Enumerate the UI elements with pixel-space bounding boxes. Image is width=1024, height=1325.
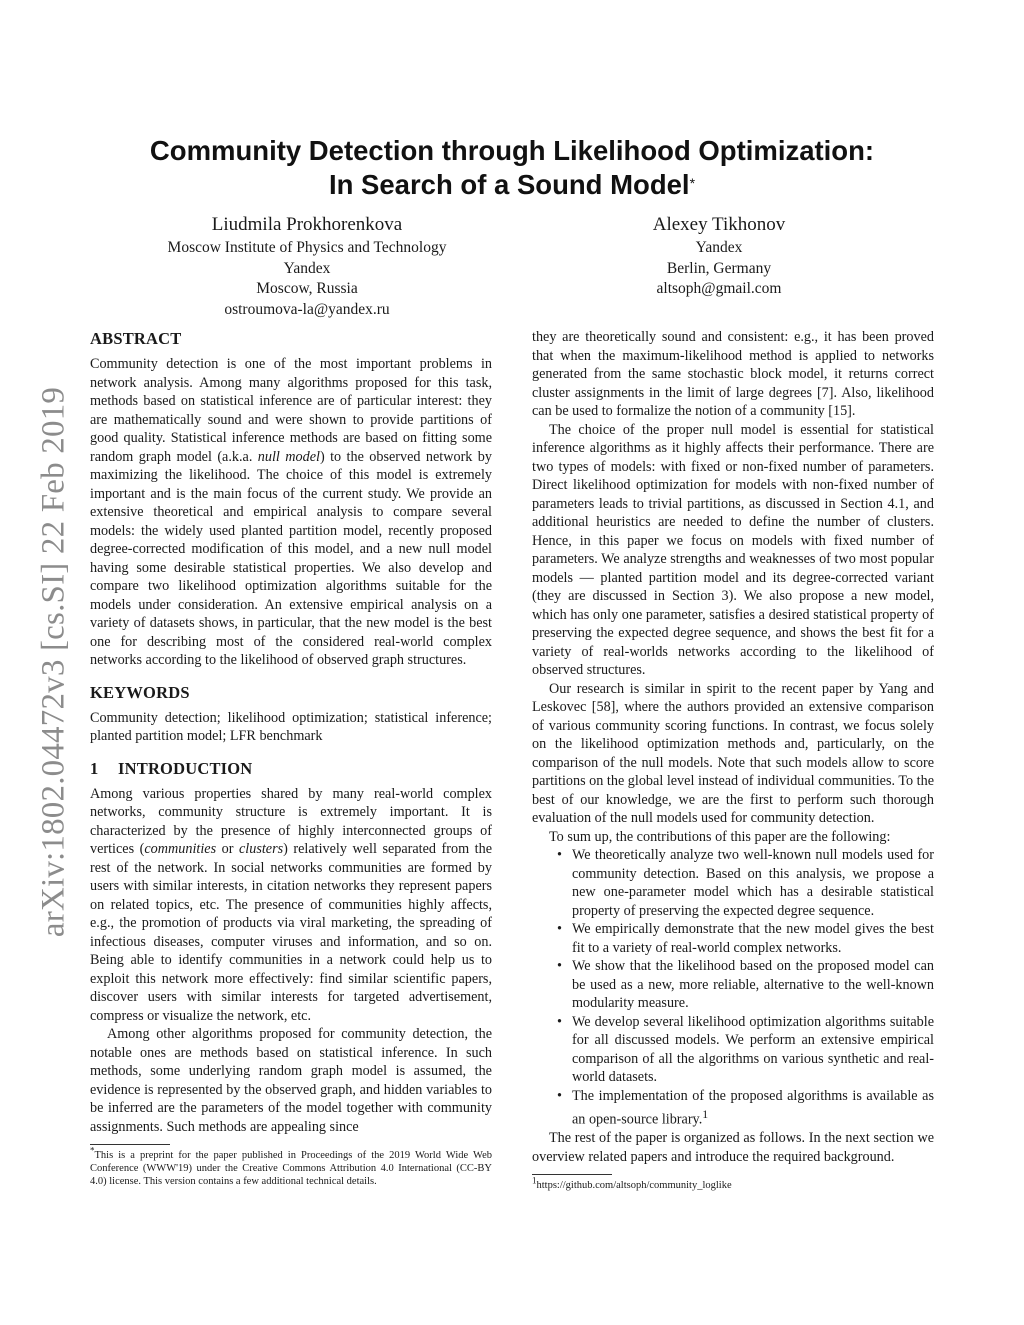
contribution-list — [532, 846, 934, 1129]
list-item: • We empirically demonstrate that the new model gives the best fit to a variety of real-world complex networks. — [557, 921, 934, 956]
title-line-2: In Search of a Sound Model* — [328, 169, 696, 200]
paper-title — [90, 134, 934, 202]
author-block-1 — [107, 212, 507, 320]
keywords-text: Community detection; likelihood optimization; statistical inference; planted partition model; LFR benchmark — [90, 709, 492, 744]
intro-paragraph-1: Among various properties shared by many real-world complex networks, community structure is extremely important. It is characterized by the presence of highly interconnected groups of vertices (communities or clusters) relatively well separated from the rest of the network. In social networks communities are formed by users with similar interests, in citation networks they represent papers on related topics, etc. The presence of communities highly affects, e.g., the promotion of products via viral marketing, the spreading of infectious diseases, computer viruses and information, and so on. Being able to identify communities in a network could help us to exploit this network more effectively: find similar scientific papers, discover users with similar interests for targeted advertisement, compress or visualize the network, etc. — [90, 785, 492, 1024]
author-affiliation: Yandex — [283, 259, 331, 277]
author-name: Alexey Tikhonov — [652, 214, 786, 235]
list-item: • We develop several likelihood optimization algorithms suitable for all discussed models. We perform an extensive empirical comparison of all the algorithms on various synthetic and real-world datasets. — [557, 1013, 934, 1085]
section-number: 1 — [90, 758, 99, 778]
author-email: ostroumova-la@yandex.ru — [224, 300, 390, 318]
intro-paragraph-2: Among other algorithms proposed for community detection, the notable ones are methods based on statistical inference. In such methods, some underlying random graph model is assumed, the evidence is represented by the observed graph, and hidden variables to be inferred are the parameters of the model together with community assignments. Such methods are appealing since — [90, 1026, 492, 1135]
author-block-2 — [569, 212, 869, 300]
intro-paragraph-6: To sum up, the contributions of this paper are the following: — [549, 828, 891, 845]
keywords-heading: KEYWORDS — [90, 682, 190, 702]
footnote-url: $^1$https://github.com/altsoph/community_loglike — [532, 1175, 732, 1192]
intro-paragraph-5: Our research is similar in spirit to the recent paper by Yang and Leskovec [58], where the authors provided an extensive comparison of various community scoring functions. In contrast, we focus solely on the likelihood optimization methods and, particularly, on the comparison of the null models. Note that such models allow to score partitions on the global level instead of individual communities. To the best of our knowledge, we are the first to perform such thorough evaluation of the null models used for community detection. — [532, 680, 934, 826]
list-item: • We show that the likelihood based on the proposed model can be used as a new, more reliable, alternative to the well-known modularity measure. — [557, 958, 934, 1011]
footnote-rule — [90, 1144, 170, 1145]
abstract-heading: ABSTRACT — [90, 329, 182, 348]
footnote-rule — [532, 1174, 612, 1175]
title-line-1: Community Detection through Likelihood Optimization: — [149, 135, 875, 166]
intro-heading: 1 INTRODUCTION — [90, 758, 253, 778]
left-column — [90, 328, 492, 1188]
intro-paragraph-3: they are theoretically sound and consistent: e.g., it has been proved that when the maximum-likelihood method is applied to networks generated from the same stochastic block model, it returns correct cluster assignments in the limit of large degrees [7]. Also, likelihood can be used to formalize the notion of a community [15]. — [532, 329, 934, 419]
author-affiliation: Moscow Institute of Physics and Technology — [167, 239, 447, 256]
author-email: altsoph@gmail.com — [656, 280, 782, 297]
footnote-preprint: *This is a preprint for the paper published in Proceedings of the 2019 World Wide Web Conference (WWW'19) under the Creative Commons Attribution 4.0 International (CC-BY 4.0) license. This version contains a few additional technical details. — [90, 1145, 492, 1187]
right-column — [532, 328, 934, 1192]
intro-paragraph-7: The rest of the paper is organized as follows. In the next section we overview related papers and introduce the required background. — [532, 1130, 934, 1165]
list-item: • We theoretically analyze two well-known null models used for community detection. Based on this analysis, we propose a new one-parameter model which has a desirable statistical property of preserving the expected degree sequence. — [557, 847, 934, 919]
author-name: Liudmila Prokhorenkova — [211, 214, 403, 235]
footnote-mark: 1 — [702, 1107, 709, 1121]
author-location: Moscow, Russia — [256, 280, 358, 297]
author-affiliation: Yandex — [695, 239, 743, 256]
author-location: Berlin, Germany — [666, 259, 772, 277]
list-item: • The implementation of the proposed algorithms is available as an open-source library.$^1$ — [557, 1087, 934, 1128]
abstract-text: Community detection is one of the most important problems in network analysis. Among many algorithms proposed for this task, methods based on statistical inference are of particular interest: they are mathematically sound and were shown to provide partitions of good quality. Statistical inference methods are based on fitting some random graph model (a.k.a. null model) to the observed network by maximizing the likelihood. The choice of this model is extremely important and is the main focus of the current study. We provide an extensive theoretical and empirical analysis to compare several models: the widely used planted partition model, recently proposed degree-corrected modification of this model, and a new null model having some desirable statistical properties. We also develop and compare two likelihood optimization algorithms suitable for the models under consideration. An extensive empirical analysis on a variety of datasets shows, in particular, that the new model is the best one for describing most of the considered real-world complex networks according to the likelihood of observed graph structures. — [90, 356, 492, 668]
intro-paragraph-4: The choice of the proper null model is essential for statistical inference algorithms as it highly affects their performance. There are two types of models: with fixed or non-fixed number of parameters. Direct likelihood optimization for models with non-fixed number of parameters leads to trivial partitions, as discussed in Section 4.1, and additional heuristics are needed to define the number of clusters. Hence, in this paper we focus on models with fixed number of parameters. We analyze strengths and weaknesses of two most popular models — planted partition model and its degree-corrected variant (they are discussed in Section 3). We also propose a new model, which has only one parameter, satisfies a desired statistical property of preserving the expected degree sequence, and shows the best fit for a variety of real-worlds networks according to the likelihood of observed structures. — [532, 421, 934, 678]
title-footnote-mark: * — [689, 175, 696, 191]
